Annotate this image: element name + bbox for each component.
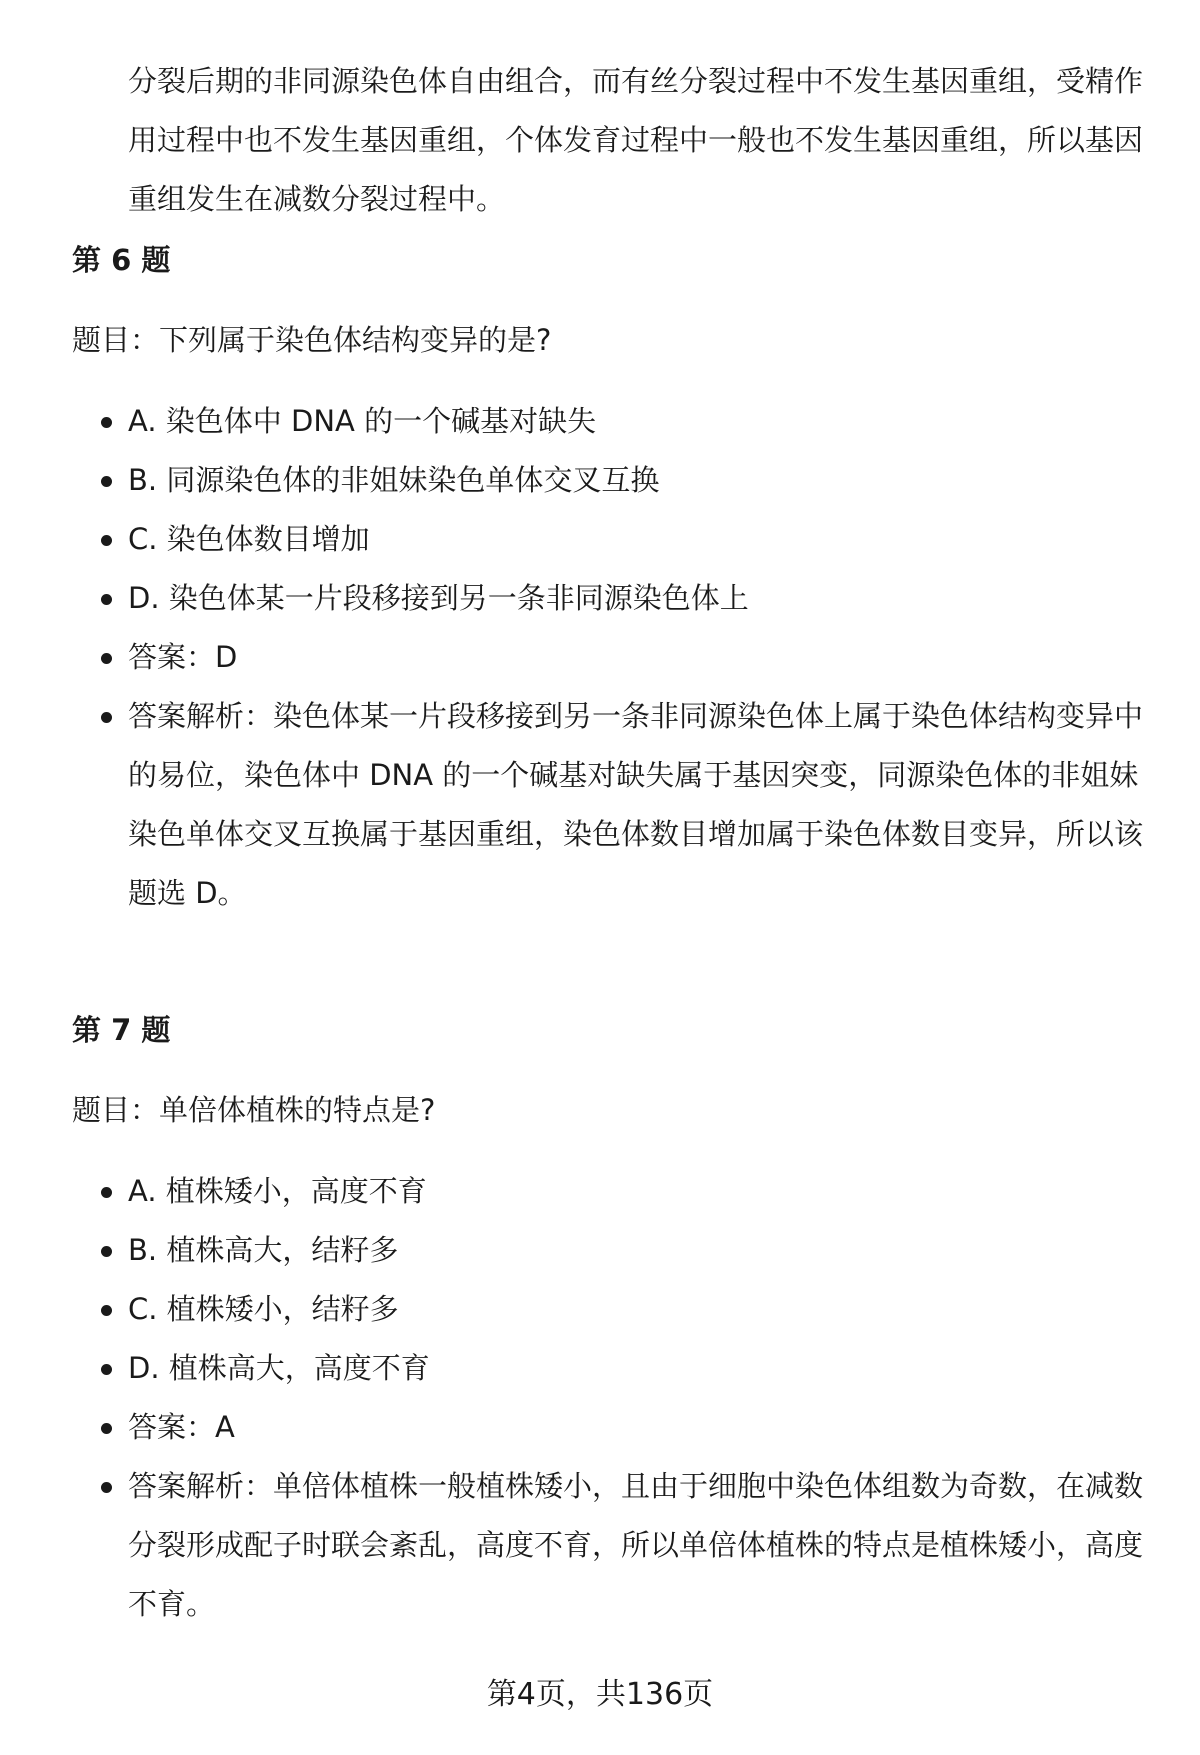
question-6-option-c <box>128 510 1143 569</box>
list-item-text: 答案解析：单倍体植株一般植株矮小，且由于细胞中染色体组数为奇数，在减数分裂形成配子时联会紊乱，高度不育，所以单倍体植株的特点是植株矮小，高度不育。 <box>128 1469 1144 1621</box>
question-7-option-d <box>128 1339 1143 1398</box>
question-7-answer <box>128 1398 1143 1457</box>
bullet-icon <box>101 712 112 723</box>
question-7-option-b <box>128 1221 1143 1280</box>
question-6-option-a <box>128 392 1143 451</box>
list-item-text: 答案：D <box>128 640 238 674</box>
question-6-heading: 第 6 题 <box>72 243 171 277</box>
bullet-icon <box>101 1423 112 1434</box>
list-item-text: 答案：A <box>128 1410 235 1444</box>
bullet-icon <box>101 417 112 428</box>
list-item-text: A. 植株矮小，高度不育 <box>128 1174 427 1208</box>
bullet-icon <box>101 1482 112 1493</box>
question-6-option-d <box>128 569 1143 628</box>
bullet-icon <box>101 1187 112 1198</box>
page-number-footer: 第4页，共136页 <box>486 1677 714 1712</box>
list-item-text: B. 同源染色体的非姐妹染色单体交叉互换 <box>128 463 660 497</box>
list-item-text: C. 染色体数目增加 <box>128 522 370 556</box>
question-7-list <box>128 1162 1143 1634</box>
question-6-list <box>128 392 1143 923</box>
question-6-option-b <box>128 451 1143 510</box>
bullet-icon <box>101 1305 112 1316</box>
bullet-icon <box>101 594 112 605</box>
continuation-paragraph: 分裂后期的非同源染色体自由组合，而有丝分裂过程中不发生基因重组，受精作用过程中也不发生基因重组，个体发育过程中一般也不发生基因重组，所以基因重组发生在减数分裂过程中。 <box>128 64 1144 216</box>
list-item-text: 答案解析：染色体某一片段移接到另一条非同源染色体上属于染色体结构变异中的易位，染色体中 DNA 的一个碱基对缺失属于基因突变，同源染色体的非姐妹染色单体交叉互换属于基因重组，染色体数目增加属于染色体数目变异，所以该题选 D。 <box>128 699 1144 910</box>
bullet-icon <box>101 1364 112 1375</box>
question-6-answer <box>128 628 1143 687</box>
question-7-option-c <box>128 1280 1143 1339</box>
list-item-text: B. 植株高大，结籽多 <box>128 1233 399 1267</box>
list-item-text: D. 植株高大，高度不育 <box>128 1351 430 1385</box>
bullet-icon <box>101 476 112 487</box>
list-item-text: D. 染色体某一片段移接到另一条非同源染色体上 <box>128 581 749 615</box>
bullet-icon <box>101 535 112 546</box>
question-6-stem: 题目：下列属于染色体结构变异的是? <box>72 323 552 357</box>
question-6-explanation <box>128 687 1143 923</box>
question-7-explanation <box>128 1457 1143 1634</box>
bullet-icon <box>101 1246 112 1257</box>
question-7-heading: 第 7 题 <box>72 1013 171 1047</box>
question-7-stem: 题目：单倍体植株的特点是? <box>72 1093 436 1127</box>
bullet-icon <box>101 653 112 664</box>
list-item-text: C. 植株矮小，结籽多 <box>128 1292 399 1326</box>
question-7-option-a <box>128 1162 1143 1221</box>
list-item-text: A. 染色体中 DNA 的一个碱基对缺失 <box>128 404 597 438</box>
